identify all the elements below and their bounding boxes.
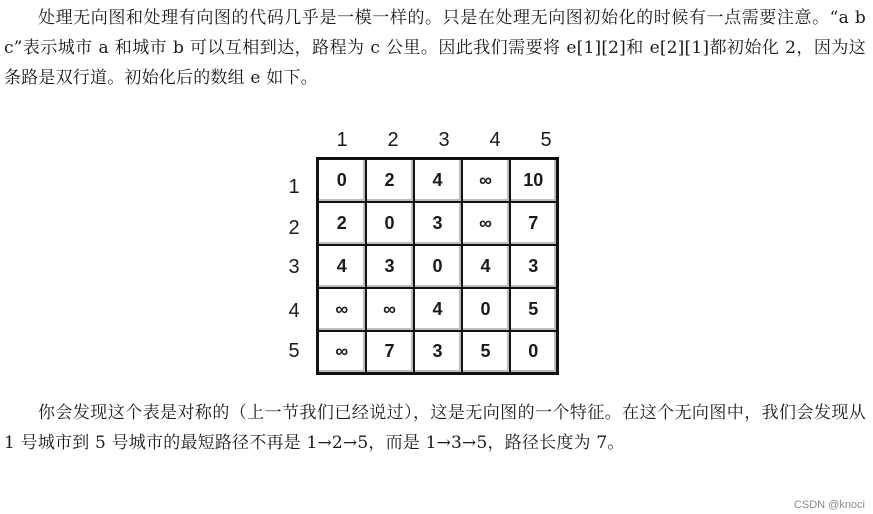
matrix-row-5 <box>318 331 558 374</box>
adjacency-matrix <box>316 157 559 375</box>
row-header-2: 2 <box>288 217 300 239</box>
matrix-cell: ∞ <box>462 202 510 245</box>
matrix-cell: 2 <box>318 202 366 245</box>
column-header-2: 2 <box>387 129 399 151</box>
matrix-row-1 <box>318 159 558 202</box>
matrix-cell: 0 <box>366 202 414 245</box>
matrix-cell: ∞ <box>366 288 414 331</box>
column-header-4: 4 <box>489 129 501 151</box>
matrix-cell: 5 <box>510 288 558 331</box>
paragraph-intro: 处理无向图和处理有向图的代码几乎是一模一样的。只是在处理无向图初始化的时候有一点需要注意。“a b c”表示城市 a 和城市 b 可以互相到达，路程为 c 公里。因此我们需要将 e[1][2]和 e[2][1]都初始化 2，因为这条路是双行道。初始化后的数组 e 如下。 <box>4 8 866 88</box>
watermark: CSDN @knoci <box>793 499 865 511</box>
row-header-3: 3 <box>288 256 300 278</box>
column-header-1: 1 <box>336 129 348 151</box>
row-header-5: 5 <box>288 340 300 362</box>
paragraph-conclusion: 你会发现这个表是对称的（上一节我们已经说过），这是无向图的一个特征。在这个无向图中，我们会发现从 1 号城市到 5 号城市的最短路径不再是 1→2→5，而是 1→3→5，路径长度为 7。 <box>4 403 866 453</box>
matrix-cell: 7 <box>510 202 558 245</box>
matrix-cell: 3 <box>510 245 558 288</box>
matrix-cell: 10 <box>510 159 558 202</box>
matrix-cell: ∞ <box>318 288 366 331</box>
matrix-cell: ∞ <box>462 159 510 202</box>
matrix-cell: 3 <box>414 202 462 245</box>
matrix-row-4 <box>318 288 558 331</box>
matrix-cell: 5 <box>462 331 510 374</box>
matrix-cell: 4 <box>414 288 462 331</box>
matrix-cell: 0 <box>462 288 510 331</box>
row-header-4: 4 <box>288 300 300 322</box>
matrix-cell: 3 <box>366 245 414 288</box>
matrix-cell: 7 <box>366 331 414 374</box>
matrix-cell: 0 <box>318 159 366 202</box>
matrix-cell: 2 <box>366 159 414 202</box>
matrix-cell: 4 <box>318 245 366 288</box>
matrix-cell: 3 <box>414 331 462 374</box>
matrix-cell: 0 <box>414 245 462 288</box>
matrix-cell: 4 <box>462 245 510 288</box>
matrix-cell: ∞ <box>318 331 366 374</box>
matrix-cell: 4 <box>414 159 462 202</box>
matrix-row-2 <box>318 202 558 245</box>
column-header-5: 5 <box>540 129 552 151</box>
row-header-1: 1 <box>288 176 300 198</box>
column-header-3: 3 <box>438 129 450 151</box>
matrix-cell: 0 <box>510 331 558 374</box>
matrix-row-3 <box>318 245 558 288</box>
